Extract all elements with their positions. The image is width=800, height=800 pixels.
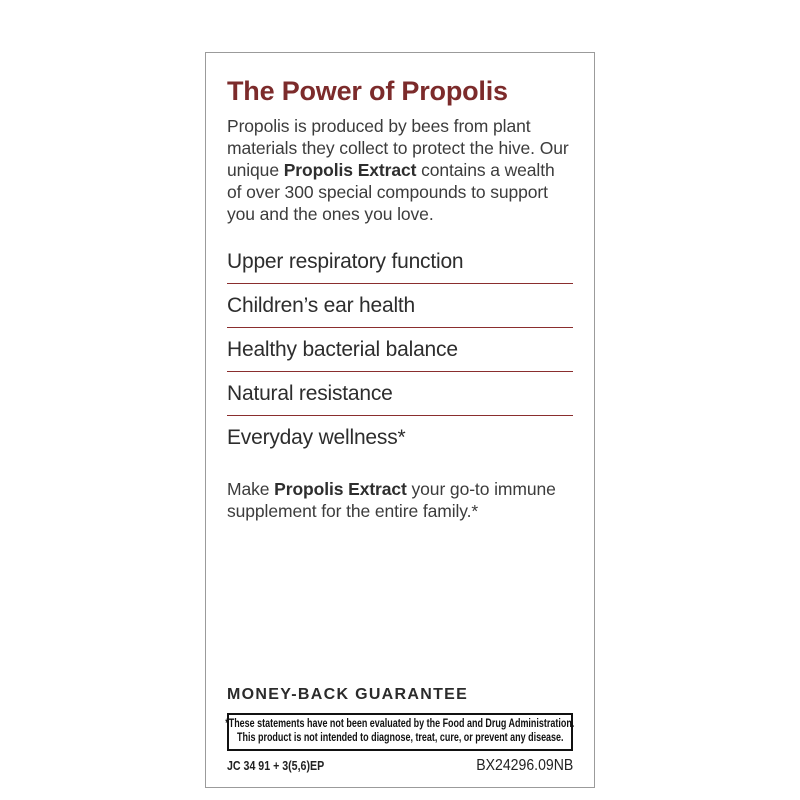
benefits-list [227, 240, 573, 459]
product-label-panel [205, 52, 595, 788]
closing-paragraph [227, 478, 573, 522]
intro-text-post: contains a wealth of over 300 special compounds to support you and the ones you love. [227, 160, 555, 224]
fda-disclaimer-line-2: This product is not intended to diagnose, treat, cure, or prevent any disease. [236, 731, 564, 744]
benefit-item-everyday-wellness: Everyday wellness* [227, 426, 406, 449]
intro-text-pre: Propolis is produced by bees from plant materials they collect to protect the hive. Our unique [227, 116, 569, 180]
closing-text-bold: Propolis Extract [274, 479, 407, 499]
closing-text-post: your go-to immune supplement for the entire family.* [227, 479, 556, 521]
blank-space [227, 522, 573, 686]
benefit-item-childrens-ear-health: Children’s ear health [227, 284, 573, 328]
closing-text-pre: Make [227, 479, 275, 499]
batch-code-right: BX24296.09NB [475, 757, 573, 774]
benefit-item-bacterial-balance: Healthy bacterial balance [227, 328, 573, 372]
intro-paragraph [227, 115, 573, 225]
intro-text-bold: Propolis Extract [283, 160, 417, 180]
print-code-left: JC 34 91 + 3(5,6)EP [227, 759, 325, 773]
benefit-item-natural-resistance: Natural resistance [227, 372, 573, 416]
money-back-guarantee-heading: MONEY-BACK GUARANTEE [227, 686, 469, 703]
fda-disclaimer-line-1: *These statements have not been evaluated by the Food and Drug Administration. [225, 718, 575, 730]
label-title: The Power of Propolis [227, 76, 508, 106]
benefit-item-upper-respiratory: Upper respiratory function [227, 240, 573, 284]
footer-codes-row [227, 757, 573, 775]
fda-disclaimer-box [227, 713, 573, 751]
